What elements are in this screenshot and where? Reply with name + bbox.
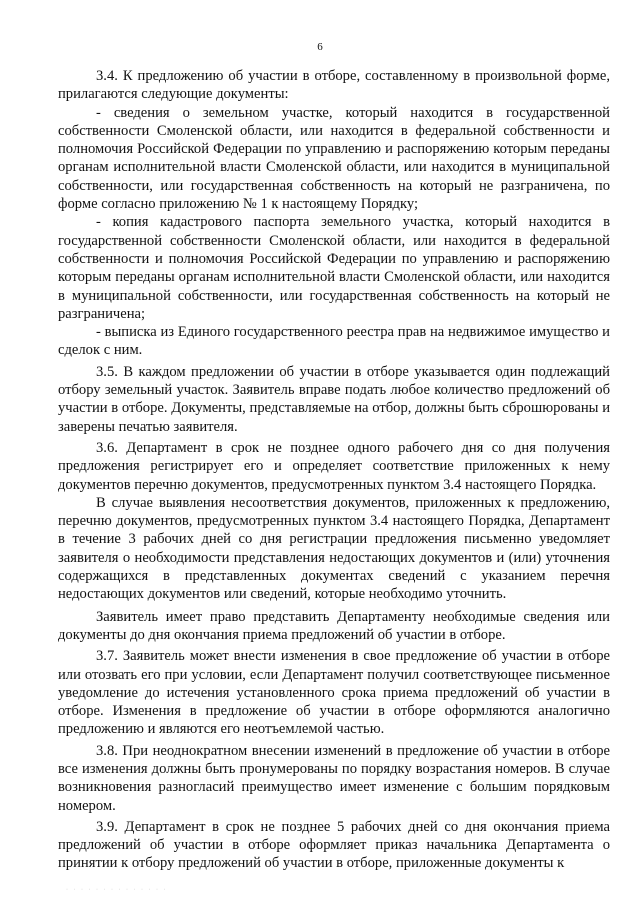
paragraph-3-4: 3.4. К предложению об участии в отборе, составленному в произвольной форме, прилагаются следующие документы: bbox=[58, 68, 610, 103]
paragraph-applicant-right: Заявитель имеет право представить Департаменту необходимые сведения или документы до дня окончания приема предложений об участии в отборе. bbox=[58, 608, 610, 643]
list-item-registry-extract: - выписка из Единого государственного реестра прав на недвижимое имущество и сделок с ним. bbox=[58, 324, 610, 359]
paragraph-3-6-mismatch: В случае выявления несоответствия документов, приложенных к предложению, перечню документов, предусмотренных пунктом 3.4 настоящего Порядка, Департамент в течение 3 рабочих дней со дня регистрации предложения письменно уведомляет заявителя о необходимости представления недостающих документов и (или) уточнения содержащихся в представленных документах сведений с указанием перечня недостающих документов или сведений, которые необходимо уточнить. bbox=[58, 494, 610, 603]
paragraph-3-7: 3.7. Заявитель может внести изменения в свое предложение об участии в отборе или отозвать его при условии, если Департамент получил соответствующее письменное уведомление до истечения установленного срока приема предложений об участии в отборе. Изменения в предложение об участии в отборе оформляются аналогично предложению и являются его неотъемлемой частью. bbox=[58, 648, 610, 738]
list-item-cadastral-passport: - копия кадастрового паспорта земельного участка, который находится в государственной собственности Смоленской области, или находится в федеральной собственности и полномочия Российской Федерации по управлению и распоряжению которым переданы органам исполнительной власти Смоленской области, или находится в муниципальной собственности, или государственная собственность на который не разграничена; bbox=[58, 214, 610, 322]
list-item-land-info: - сведения о земельном участке, который находится в государственной собственности Смоленской области, или находится в федеральной собственности и полномочия Российской Федерации по управлению и распоряжению которым переданы органам исполнительной власти Смоленской области, или находится в муниципальной собственности, или государственная собственность на который не разграничена, по форме согласно приложению № 1 к настоящему Порядку; bbox=[58, 104, 610, 213]
paragraph-3-9: 3.9. Департамент в срок не позднее 5 рабочих дней со дня окончания приема предложений об участии в отборе оформляет приказ начальника Департамента о принятии к отбору предложений об участии в отборе, приложенные документы к bbox=[58, 818, 610, 872]
paragraph-3-8: 3.8. При неоднократном внесении изменений в предложение об участии в отборе все изменения должны быть пронумерованы по порядку возрастания номеров. В случае возникновения разногласий преимущество имеет изменение с большим порядковым номером. bbox=[58, 742, 610, 814]
paragraph-3-5: 3.5. В каждом предложении об участии в отборе указывается один подлежащий отбору земельный участок. Заявитель вправе подать любое количество предложений об участии в отборе. Документы, представляемые на отбор, должны быть сброшюрованы и заверены печатью заявителя. bbox=[58, 363, 610, 435]
scan-footer-mark: · · · · · · · · · · · · · · bbox=[66, 887, 168, 893]
paragraph-3-6: 3.6. Департамент в срок не позднее одного рабочего дня со дня получения предложения регистрирует его и определяет соответствие приложенных к нему документов перечню документов, предусмотренных пунктом 3.4 настоящего Порядка. bbox=[58, 439, 610, 493]
page-number: 6 bbox=[317, 41, 323, 53]
document-body bbox=[58, 67, 610, 873]
